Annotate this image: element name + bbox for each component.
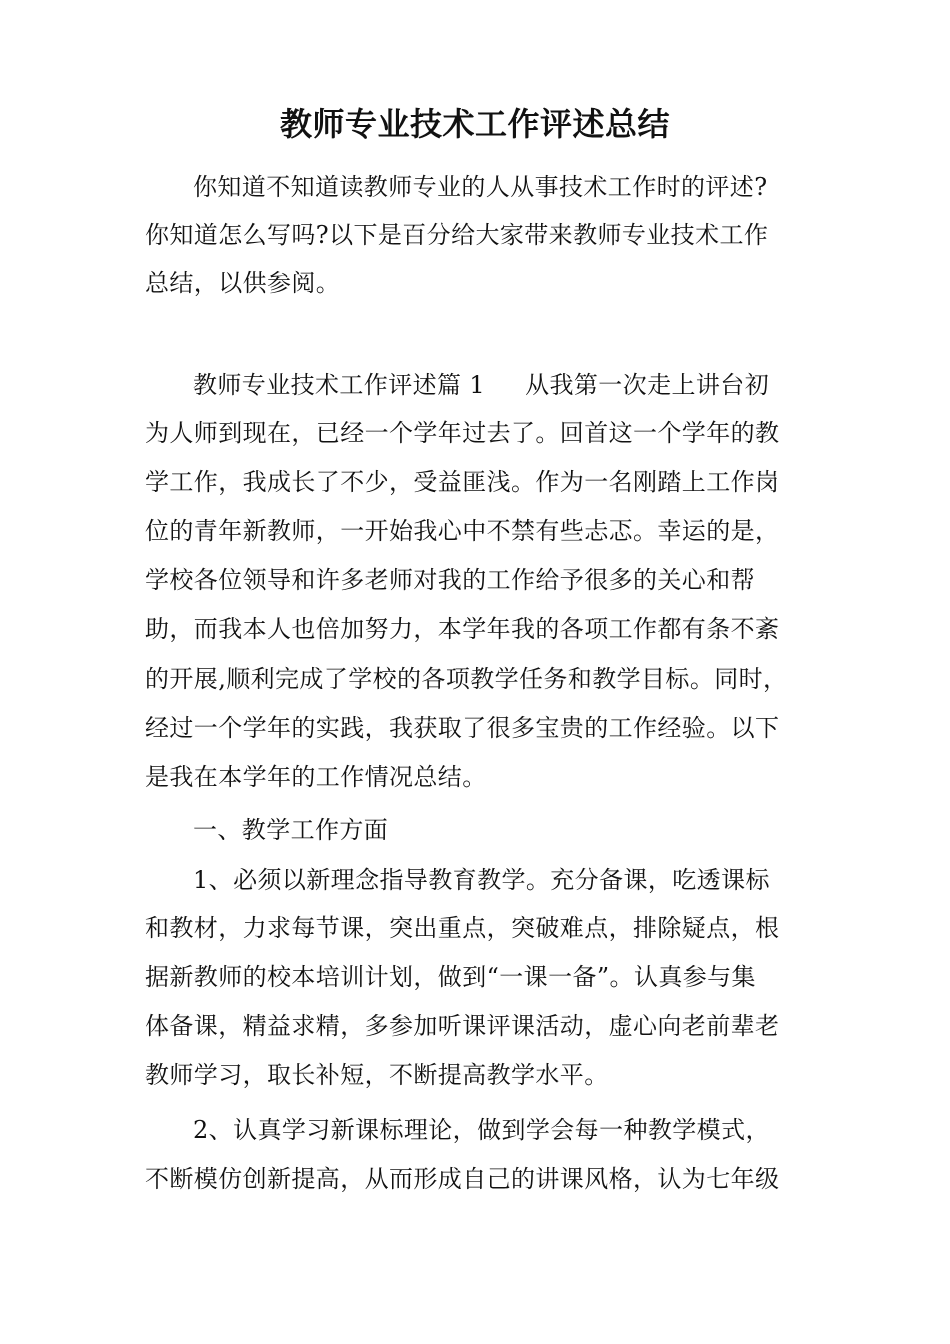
paragraph-line: 学校各位领导和许多老师对我的工作给予很多的关心和帮 bbox=[145, 566, 755, 594]
paragraph-line: 位的青年新教师，一开始我心中不禁有些忐忑。幸运的是， bbox=[145, 517, 780, 545]
list-item-line: 据新教师的校本培训计划，做到“一课一备”。认真参与集 bbox=[145, 963, 756, 991]
intro-line: 你知道怎么写吗?以下是百分给大家带来教师专业技术工作 bbox=[145, 221, 769, 249]
list-item-line: 2、认真学习新课标理论，做到学会每一种教学模式， bbox=[193, 1116, 770, 1144]
document-title: 教师专业技术工作评述总结 bbox=[279, 105, 670, 143]
paragraph-line: 为人师到现在，已经一个学年过去了。回首这一个学年的教 bbox=[145, 419, 780, 447]
list-item-line: 和教材，力求每节课，突出重点，突破难点，排除疑点，根 bbox=[145, 914, 780, 942]
paragraph-line: 学工作，我成长了不少，受益匪浅。作为一名刚踏上工作岗 bbox=[145, 468, 780, 496]
intro-line: 你知道不知道读教师专业的人从事技术工作时的评述? bbox=[193, 173, 768, 201]
list-item-line: 教师学习，取长补短，不断提高教学水平。 bbox=[145, 1061, 609, 1089]
section-heading: 教师专业技术工作评述篇 1 bbox=[193, 371, 486, 399]
paragraph-start: 从我第一次走上讲台初 bbox=[525, 371, 770, 399]
list-item-line: 不断模仿创新提高，从而形成自己的讲课风格，认为七年级 bbox=[145, 1165, 780, 1193]
paragraph-line: 是我在本学年的工作情况总结。 bbox=[145, 763, 487, 791]
subheading: 一、教学工作方面 bbox=[193, 816, 389, 844]
section-heading-line bbox=[193, 365, 769, 405]
paragraph-line: 的开展,顺利完成了学校的各项教学任务和教学目标。同时， bbox=[145, 665, 788, 693]
intro-line: 总结，以供参阅。 bbox=[145, 269, 341, 297]
paragraph-line: 经过一个学年的实践，我获取了很多宝贵的工作经验。以下 bbox=[145, 714, 780, 742]
list-item-line: 1、必须以新理念指导教育教学。充分备课，吃透课标 bbox=[193, 866, 770, 894]
paragraph-line: 助，而我本人也倍加努力，本学年我的各项工作都有条不紊 bbox=[145, 615, 780, 643]
list-item-line: 体备课，精益求精，多参加听课评课活动，虚心向老前辈老 bbox=[145, 1012, 780, 1040]
